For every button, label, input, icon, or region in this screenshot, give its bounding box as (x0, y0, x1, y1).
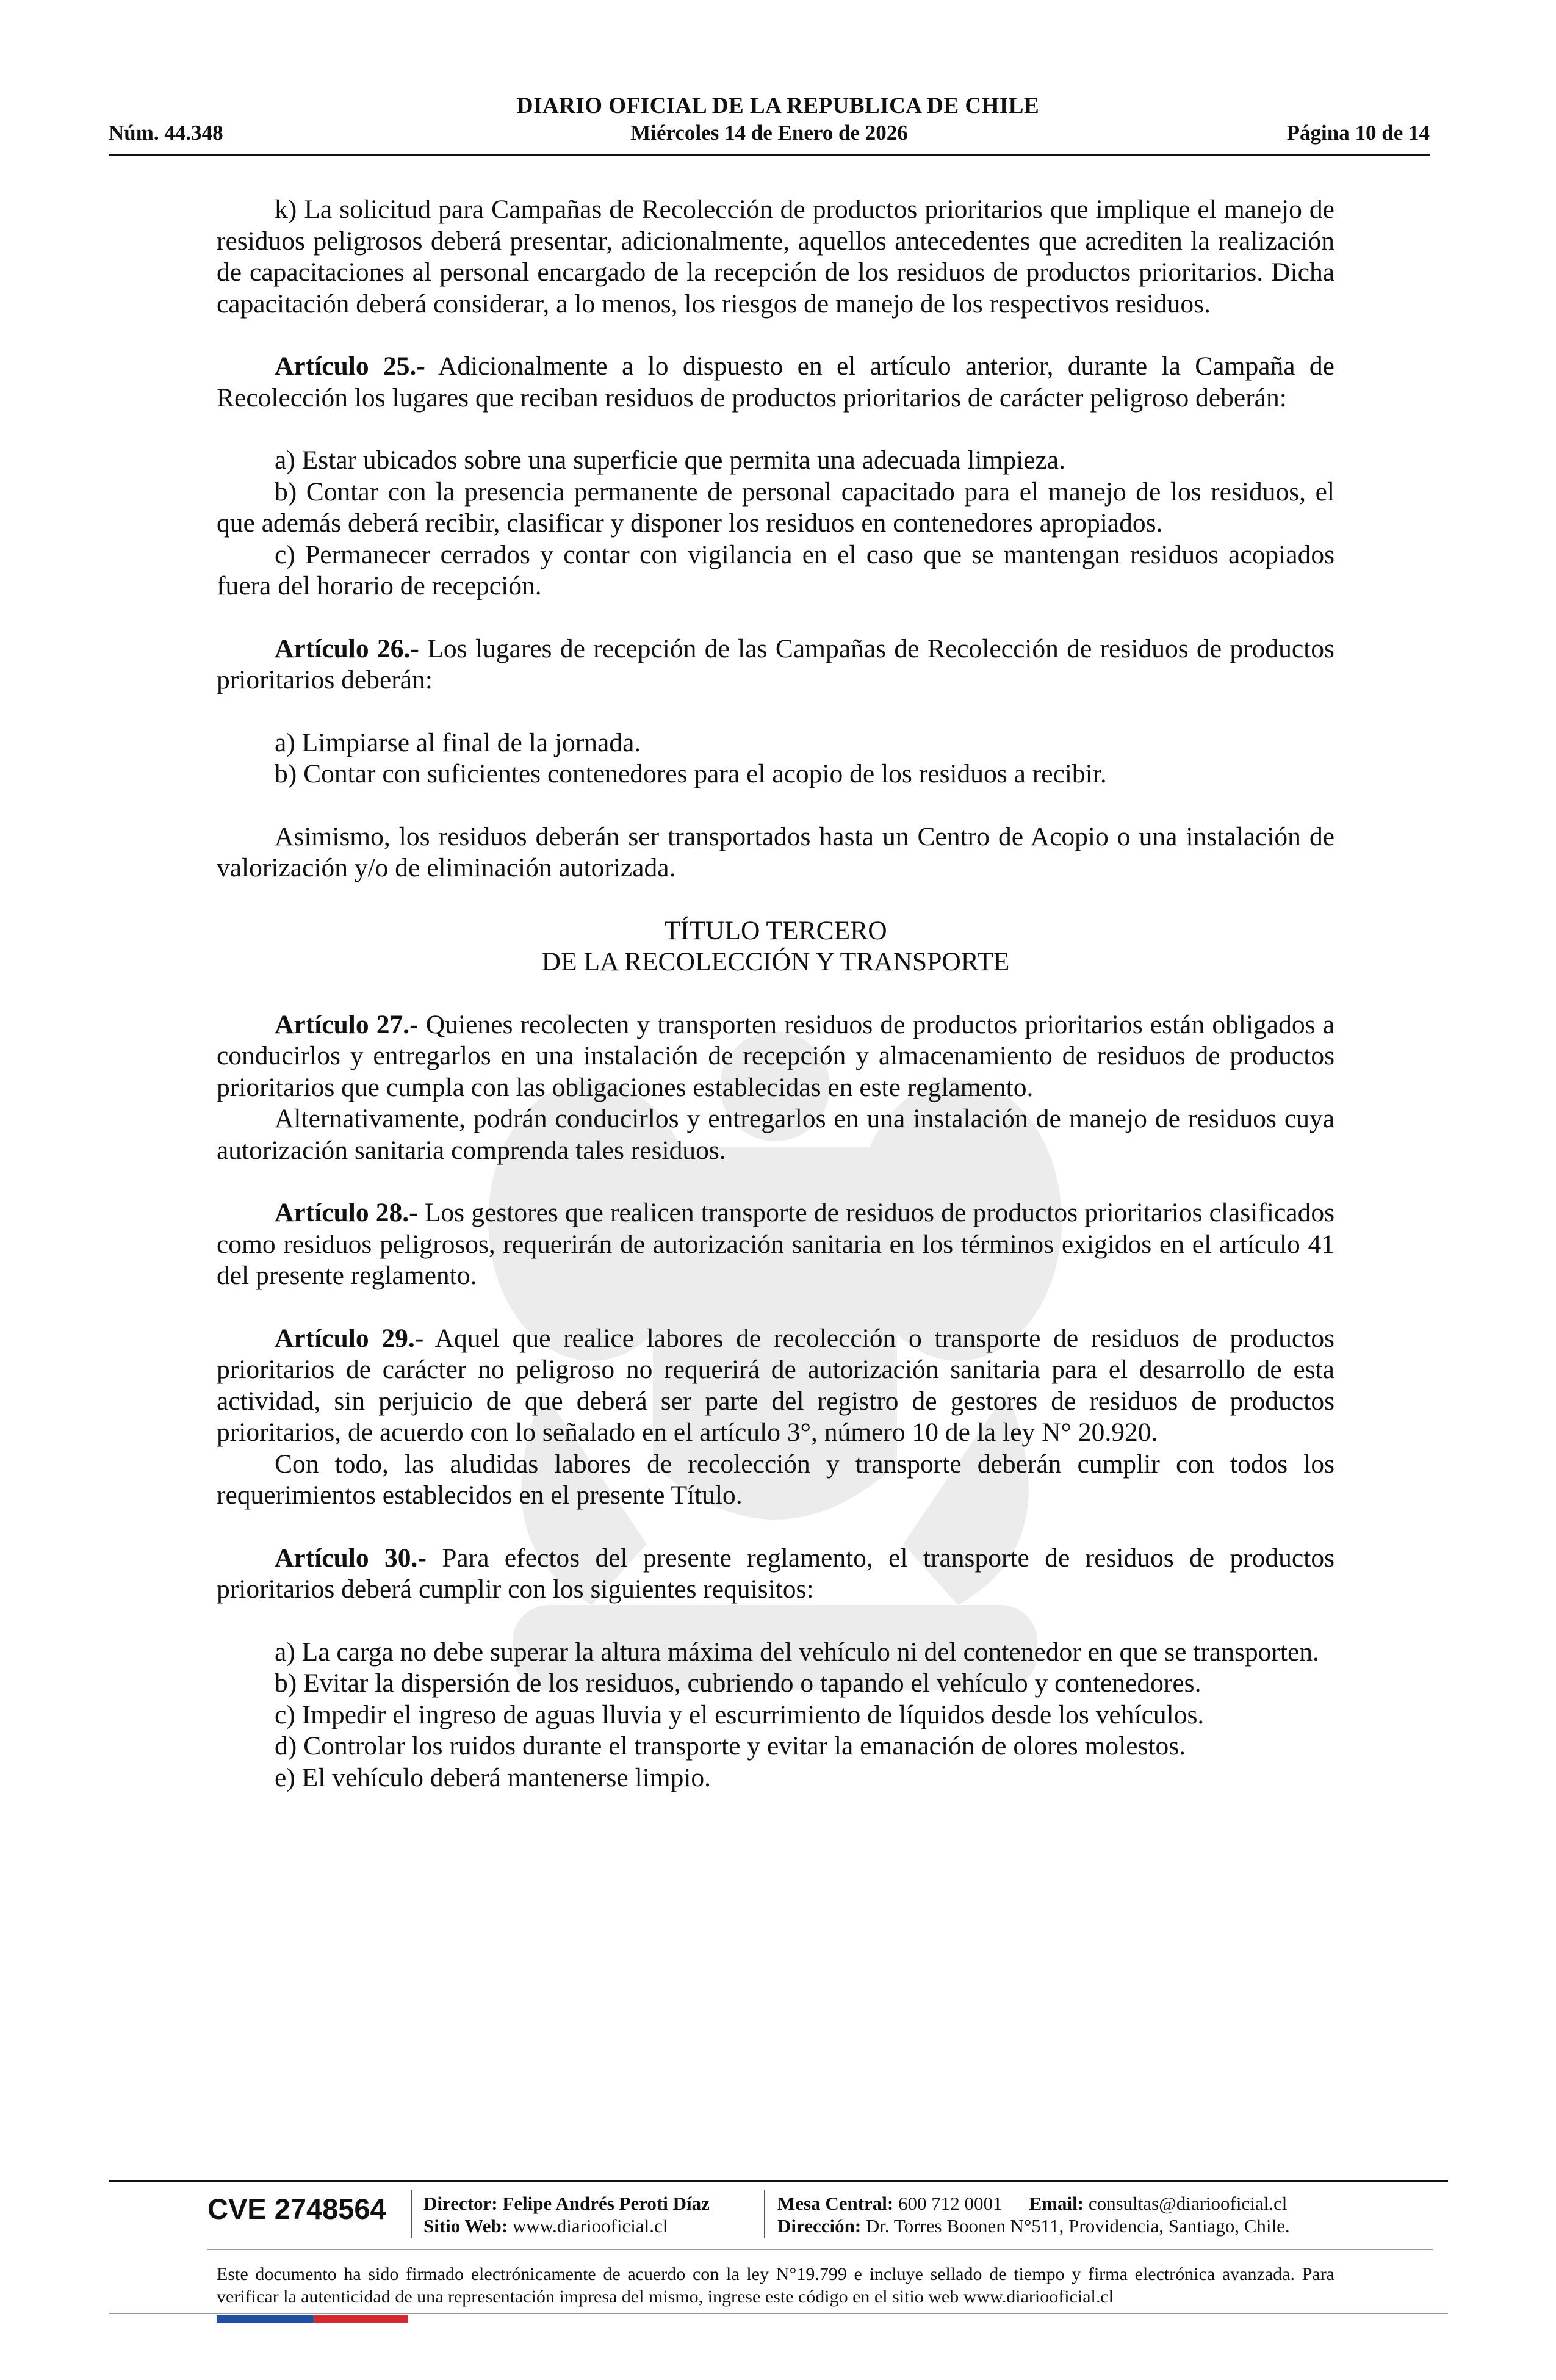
cve-code: CVE 2748564 (207, 2193, 386, 2225)
article-25 (217, 351, 1334, 414)
footer-divider-bottom (109, 2313, 1448, 2314)
article-29 (217, 1323, 1334, 1449)
article-25-text: Adicionalmente a lo dispuesto en el artículo anterior, durante la Campaña de Recolección los lugares que reciban residuos de productos prioritarios de carácter peligroso deberán: (217, 352, 1334, 413)
article-26-extra: Asimismo, los residuos deberán ser transportados hasta un Centro de Acopio o una instalación de valorización y/o de eliminación autorizada. (217, 821, 1334, 882)
article-29-text: Aquel que realice labores de recolección o transporte de residuos de productos prioritarios de carácter no peligroso no requerirá de autorización sanitaria para el desarrollo de esta actividad, sin perjuicio de que deberá ser parte del registro de gestores de residuos de productos prioritarios, de acuerdo con lo señalado en el artículo 3°, número 10 de la ley N° 20.920. (217, 1323, 1334, 1447)
article-28 (217, 1197, 1334, 1292)
address-value: Dr. Torres Boonen N°511, Providencia, Santiago, Chile. (861, 2215, 1290, 2237)
article-25-item-a: a) Estar ubicados sobre una superficie que permita una adecuada limpieza. (275, 445, 1065, 475)
article-30-item-e: e) El vehículo deberá mantenerse limpio. (275, 1762, 711, 1792)
address-label: Dirección: (777, 2215, 862, 2237)
article-25-item-c: c) Permanecer cerrados y contar con vigilancia en el caso que se mantengan residuos acopiados fuera del horario de recepción. (217, 539, 1334, 600)
paragraph-k: k) La solicitud para Campañas de Recolección de productos prioritarios que implique el manejo de residuos peligrosos deberá presentar, adicionalmente, aquellos antecedentes que acrediten la realización de capacitaciones al personal encargado de la recepción de los residuos de productos prioritarios. Dicha capacitación deberá considerar, a lo menos, los riesgos de manejo de los respectivos residuos. (217, 195, 1334, 319)
footer-divider-top (109, 2180, 1448, 2182)
issue-number: Núm. 44.348 (109, 121, 223, 145)
article-26-label: Artículo 26.- (275, 633, 419, 663)
article-26-text: Los lugares de recepción de las Campañas de Recolección de residuos de productos prioritarios deberán: (217, 633, 1334, 694)
signature-notice: Este documento ha sido firmado electrónicamente de acuerdo con la ley N°19.799 e incluye sellado de tiempo y firma electrónica avanzada. Para verificar la autenticidad de una representación impresa del mismo, ingrese este código en el sitio web www.diariooficial.cl (217, 2264, 1334, 2307)
article-28-text: Los gestores que realicen transporte de residuos de productos prioritarios clasificados como residuos peligrosos, requerirán de autorización sanitaria en los términos exigidos en el artículo 41 del presente reglamento. (217, 1198, 1334, 1290)
article-29-extra: Con todo, las aludidas labores de recolección y transporte deberán cumplir con todos los requerimientos establecidos en el presente Título. (217, 1449, 1334, 1510)
article-30-item-c: c) Impedir el ingreso de aguas lluvia y el escurrimiento de líquidos desde los vehículos. (275, 1700, 1205, 1729)
article-27-text: Quienes recolecten y transporten residuos de productos prioritarios están obligados a conducirlos y entregarlos en una instalación de recepción y almacenamiento de residuos de productos prioritarios que cumpla con las obligaciones establecidas en este reglamento. (217, 1009, 1334, 1102)
site-link[interactable]: www.diariooficial.cl (508, 2215, 668, 2237)
footer-divider-mid (207, 2249, 1433, 2250)
email-label: Email: (1029, 2193, 1084, 2214)
article-26-item-b: b) Contar con suficientes contenedores para el acopio de los residuos a recibir. (275, 759, 1107, 788)
section-title-line2: DE LA RECOLECCIÓN Y TRANSPORTE (541, 947, 1010, 976)
article-30-text: Para efectos del presente reglamento, el transporte de residuos de productos prioritarios deberá cumplir con los siguientes requisitos: (217, 1543, 1335, 1604)
article-25-item-b: b) Contar con la presencia permanente de personal capacitado para el manejo de los residuos, el que además deberá recibir, clasificar y disponer los residuos en contenedores apropiados. (217, 477, 1334, 538)
email-link[interactable]: consultas@diariooficial.cl (1084, 2193, 1288, 2214)
mesa-phone: 600 712 0001 (893, 2193, 1003, 2214)
section-title-line1: TÍTULO TERCERO (664, 915, 887, 945)
director-name: Felipe Andrés Peroti Díaz (497, 2193, 710, 2214)
article-26-item-a: a) Limpiarse al final de la jornada. (275, 727, 641, 757)
article-25-label: Artículo 25.- (275, 352, 425, 381)
issue-date: Miércoles 14 de Enero de 2026 (630, 121, 908, 145)
article-27 (217, 1009, 1334, 1104)
article-30-item-b: b) Evitar la dispersión de los residuos, cubriendo o tapando el vehículo y contenedores. (275, 1668, 1201, 1698)
flag-stripe-blue (217, 2315, 313, 2323)
site-label: Sitio Web: (423, 2215, 508, 2237)
footer-director-block (423, 2192, 710, 2237)
footer-separator (764, 2190, 765, 2238)
article-30 (217, 1543, 1334, 1606)
mesa-label: Mesa Central: (777, 2193, 894, 2214)
section-title (217, 915, 1334, 978)
article-29-label: Artículo 29.- (275, 1323, 424, 1353)
article-26 (217, 633, 1334, 696)
publication-title: DIARIO OFICIAL DE LA REPUBLICA DE CHILE (516, 93, 1040, 118)
article-30-item-a: a) La carga no debe superar la altura máxima del vehículo ni del contenedor en que se transporten. (275, 1637, 1319, 1667)
header-row (109, 121, 1430, 150)
article-30-label: Artículo 30.- (275, 1543, 427, 1573)
footer-contact-block (777, 2192, 1290, 2237)
article-28-label: Artículo 28.- (275, 1198, 418, 1227)
footer-separator (411, 2190, 412, 2238)
document-body (217, 194, 1334, 1794)
article-30-item-d: d) Controlar los ruidos durante el transporte y evitar la emanación de olores molestos. (275, 1731, 1186, 1761)
flag-stripe-red (313, 2315, 408, 2323)
director-label: Director: (423, 2193, 498, 2214)
article-27-label: Artículo 27.- (275, 1009, 419, 1039)
article-27-alternative: Alternativamente, podrán conducirlos y entregarlos en una instalación de manejo de residuos cuya autorización sanitaria comprenda tales residuos. (217, 1104, 1334, 1165)
page-number: Página 10 de 14 (1286, 121, 1430, 145)
header-divider (109, 154, 1430, 156)
